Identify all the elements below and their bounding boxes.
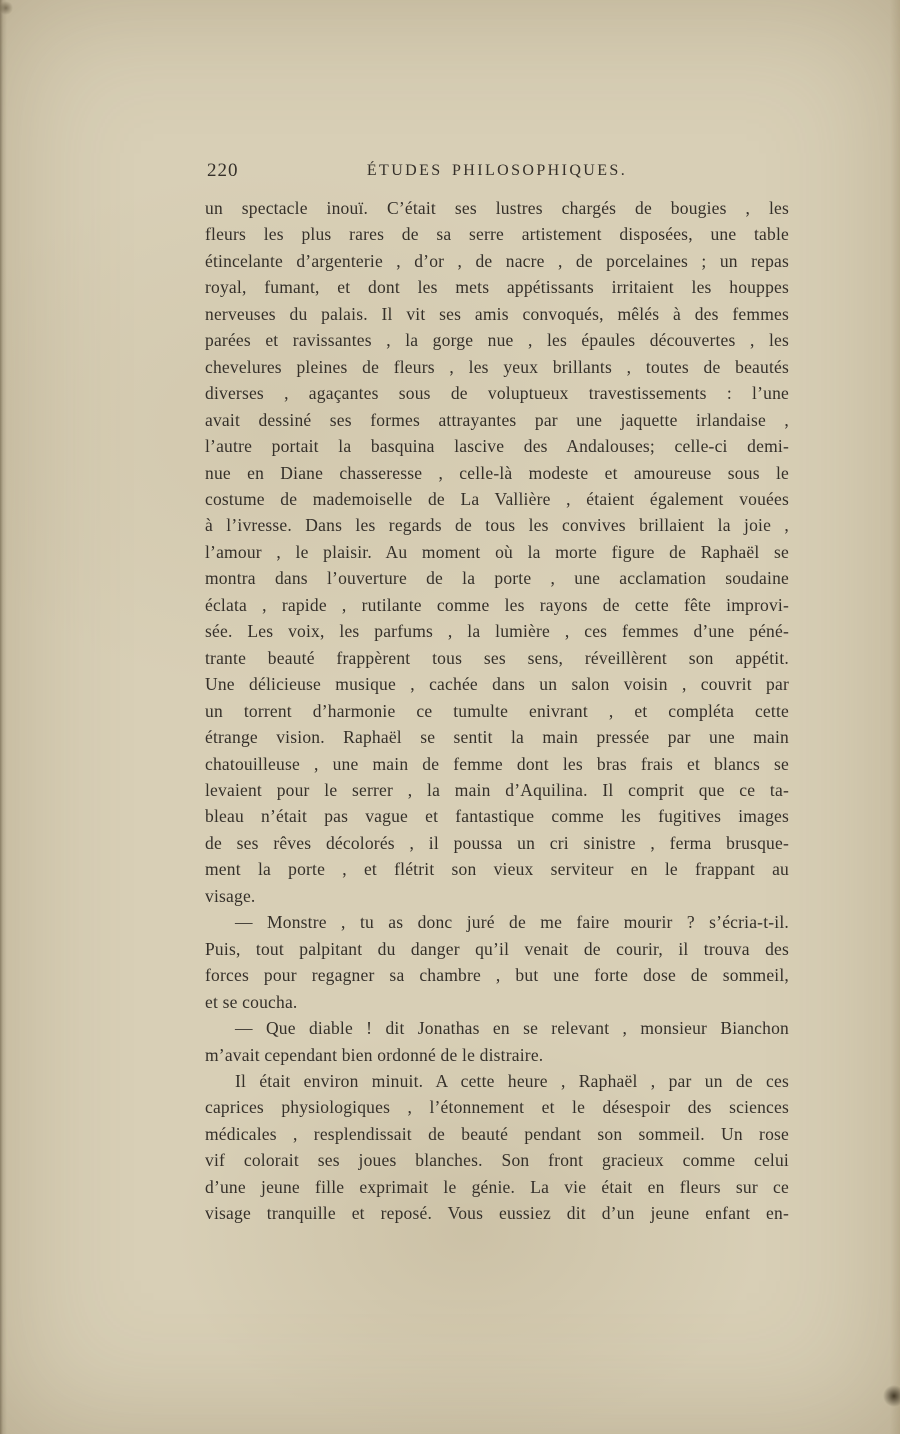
text-line: visage tranquille et reposé. Vous eussiez dit d’un jeune enfant en- [205, 1203, 789, 1224]
text-line: diverses , agaçantes sous de voluptueux travestissements : l’une [205, 383, 789, 404]
text-line: chevelures pleines de fleurs , les yeux brillants , toutes de beautés [205, 356, 789, 377]
text-line: Il était environ minuit. A cette heure , Raphaël , par un de ces [235, 1070, 789, 1091]
paragraph [205, 1068, 789, 1227]
text-line: médicales , resplendissait de beauté pendant son sommeil. Un rose [205, 1123, 789, 1144]
text-line: Une délicieuse musique , cachée dans un salon voisin , couvrit par [205, 674, 789, 695]
text-line: éclata , rapide , rutilante comme les rayons de cette fête improvi- [205, 594, 789, 615]
paragraph [205, 195, 789, 909]
text-line: étincelante d’argenterie , d’or , de nacre , de porcelaines ; un repas [205, 250, 789, 271]
text-line: chatouilleuse , une main de femme dont les bras frais et blancs se [205, 753, 789, 774]
text-line: forces pour regagner sa chambre , but une forte dose de sommeil, [205, 965, 789, 986]
page-body [205, 195, 789, 1227]
paragraph [205, 1015, 789, 1068]
text-line: m’avait cependant bien ordonné de le distraire. [205, 1044, 544, 1065]
text-line: — Que diable ! dit Jonathas en se relevant , monsieur Bianchon [235, 1018, 789, 1039]
text-line: l’amour , le plaisir. Au moment où la morte figure de Raphaël se [205, 541, 789, 562]
text-line: levaient pour le serrer , la main d’Aquilina. Il comprit que ce ta- [205, 779, 789, 800]
text-line: trante beauté frappèrent tous ses sens, réveillèrent son appétit. [205, 647, 789, 668]
text-line: fleurs les plus rares de sa serre artistement disposées, une table [205, 224, 789, 245]
text-line: nue en Diane chasseresse , celle-là modeste et amoureuse sous le [205, 462, 789, 483]
text-line: parées et ravissantes , la gorge nue , les épaules découvertes , les [205, 330, 789, 351]
text-line: Puis, tout palpitant du danger qu’il venait de courir, il trouva des [205, 938, 789, 959]
text-line: bleau n’était pas vague et fantastique comme les fugitives images [205, 806, 789, 827]
text-line: l’autre portait la basquina lascive des Andalouses; celle-ci demi- [205, 436, 789, 457]
running-title: ÉTUDES PHILOSOPHIQUES. [366, 162, 628, 179]
text-line: de ses rêves décolorés , il poussa un cri sinistre , ferma brusque- [205, 832, 789, 853]
text-line: nerveuses du palais. Il vit ses amis convoqués, mêlés à des femmes [205, 303, 789, 324]
text-line: — Monstre , tu as donc juré de me faire mourir ? s’écria-t-il. [235, 912, 789, 933]
page-header [205, 160, 789, 184]
text-line: vif colorait ses joues blanches. Son front gracieux comme celui [205, 1150, 789, 1171]
text-line: montra dans l’ouverture de la porte , une acclamation soudaine [205, 568, 789, 589]
text-line: visage. [205, 885, 256, 906]
text-line: ment la porte , et flétrit son vieux serviteur en le frappant au [205, 859, 789, 880]
text-line: royal, fumant, et dont les mets appétissants irritaient les houppes [205, 277, 789, 298]
text-line: costume de mademoiselle de La Vallière , étaient également vouées [205, 488, 789, 509]
text-line: avait dessiné ses formes attrayantes par une jaquette irlandaise , [205, 409, 789, 430]
text-line: caprices physiologiques , l’étonnement et le désespoir des sciences [205, 1097, 789, 1118]
paragraph [205, 909, 789, 1015]
page-number: 220 [207, 160, 239, 181]
text-line: et se coucha. [205, 991, 298, 1012]
text-line: un spectacle inouï. C’était ses lustres chargés de bougies , les [205, 198, 789, 218]
text-line: sée. Les voix, les parfums , la lumière , ces femmes d’une péné- [205, 621, 789, 642]
text-line: un torrent d’harmonie ce tumulte enivrant , et compléta cette [205, 700, 789, 721]
text-line: étrange vision. Raphaël se sentit la main pressée par une main [205, 727, 789, 748]
text-line: à l’ivresse. Dans les regards de tous les convives brillaient la joie , [205, 515, 789, 536]
text-line: d’une jeune fille exprimait le génie. La vie était en fleurs sur ce [205, 1176, 789, 1197]
